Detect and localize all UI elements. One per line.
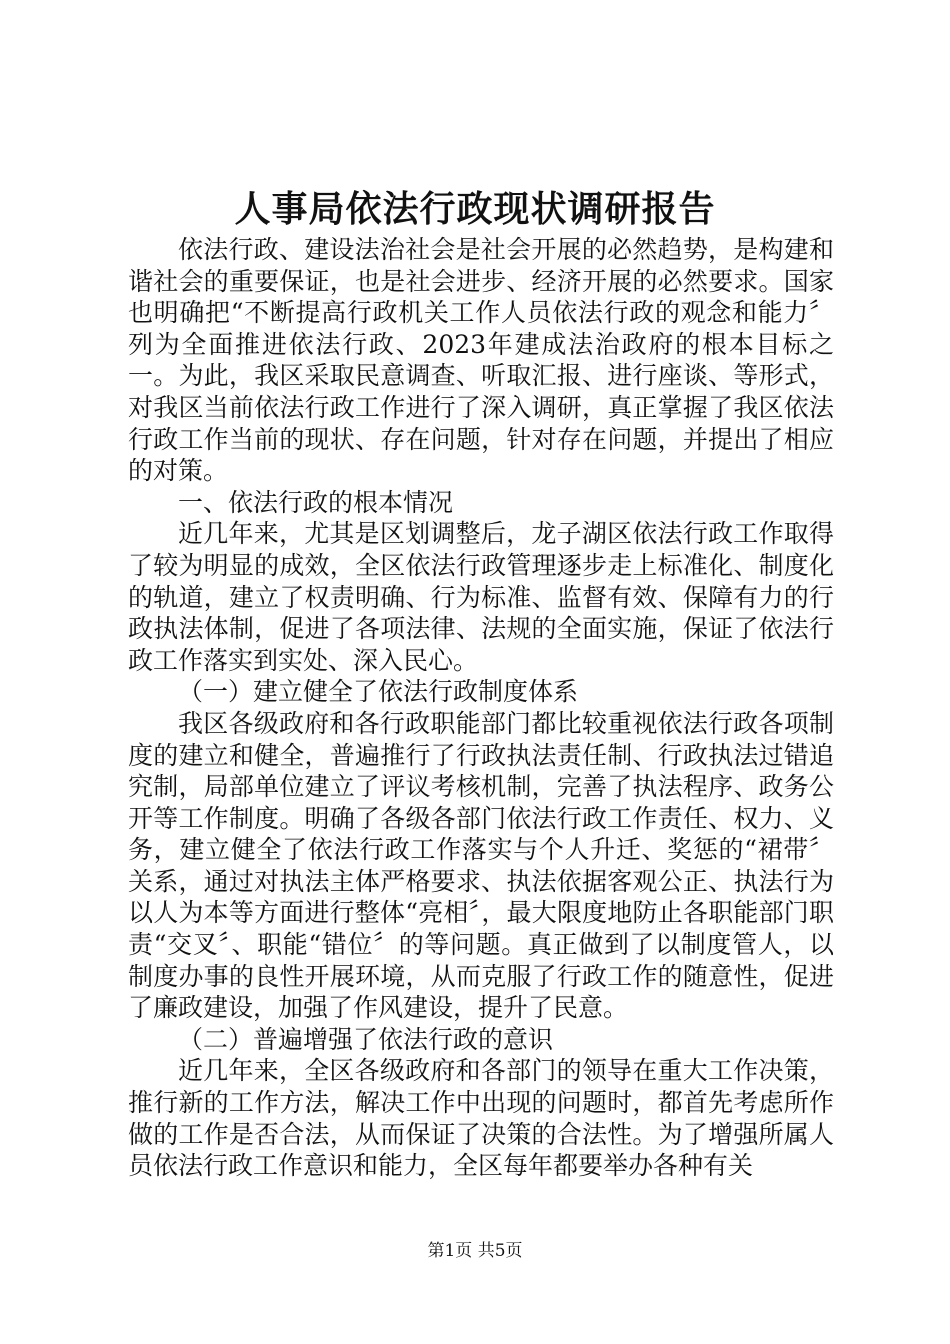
paragraph-subsection-2: 近几年来，全区各级政府和各部门的领导在重大工作决策，推行新的工作方法，解决工作中出现的问题时，都首先考虑所作做的工作是否合法，从而保证了决策的合法性。为了增强所属人员依法行政工作意识和能力，全区每年都要举办各种有关 [128, 1056, 834, 1181]
paragraph-section-1: 近几年来，尤其是区划调整后，龙子湖区依法行政工作取得了较为明显的成效，全区依法行政管理逐步走上标准化、制度化的轨道，建立了权责明确、行为标准、监督有效、保障有力的行政执法体制，促进了各项法律、法规的全面实施，保证了依法行政工作落实到实处、深入民心。 [128, 519, 834, 675]
subsection-heading-2: （二）普遍增强了依法行政的意识 [178, 1024, 554, 1054]
page-number-footer: 第1页 共5页 [427, 1241, 523, 1261]
document-title: 人事局依法行政现状调研报告 [234, 188, 716, 230]
document-body [128, 234, 834, 1182]
section-heading-1: 一、依法行政的根本情况 [178, 487, 454, 517]
paragraph-intro: 依法行政、建设法治社会是社会开展的必然趋势，是构建和谐社会的重要保证，也是社会进步、经济开展的必然要求。国家也明确把“不断提高行政机关工作人员依法行政的观念和能力〞列为全面推进依法行政、2023年建成法治政府的根本目标之一。为此，我区采取民意调查、听取汇报、进行座谈、等形式，对我区当前依法行政工作进行了深入调研，真正掌握了我区依法行政工作当前的现状、存在问题，针对存在问题，并提出了相应的对策。 [128, 235, 834, 486]
paragraph-subsection-1: 我区各级政府和各行政职能部门都比较重视依法行政各项制度的建立和健全，普遍推行了行政执法责任制、行政执法过错追究制，局部单位建立了评议考核机制，完善了执法程序、政务公开等工作制度。明确了各级各部门依法行政工作责任、权力、义务，建立健全了依法行政工作落实与个人升迁、奖惩的“裙带〞关系，通过对执法主体严格要求、执法依据客观公正、执法行为以人为本等方面进行整体“亮相〞，最大限度地防止各职能部门职责“交叉〞、职能“错位〞的等问题。真正做到了以制度管人，以制度办事的良性开展环境，从而克服了行政工作的随意性，促进了廉政建设，加强了作风建设，提升了民意。 [128, 708, 834, 1023]
subsection-heading-1: （一）建立健全了依法行政制度体系 [178, 677, 579, 707]
